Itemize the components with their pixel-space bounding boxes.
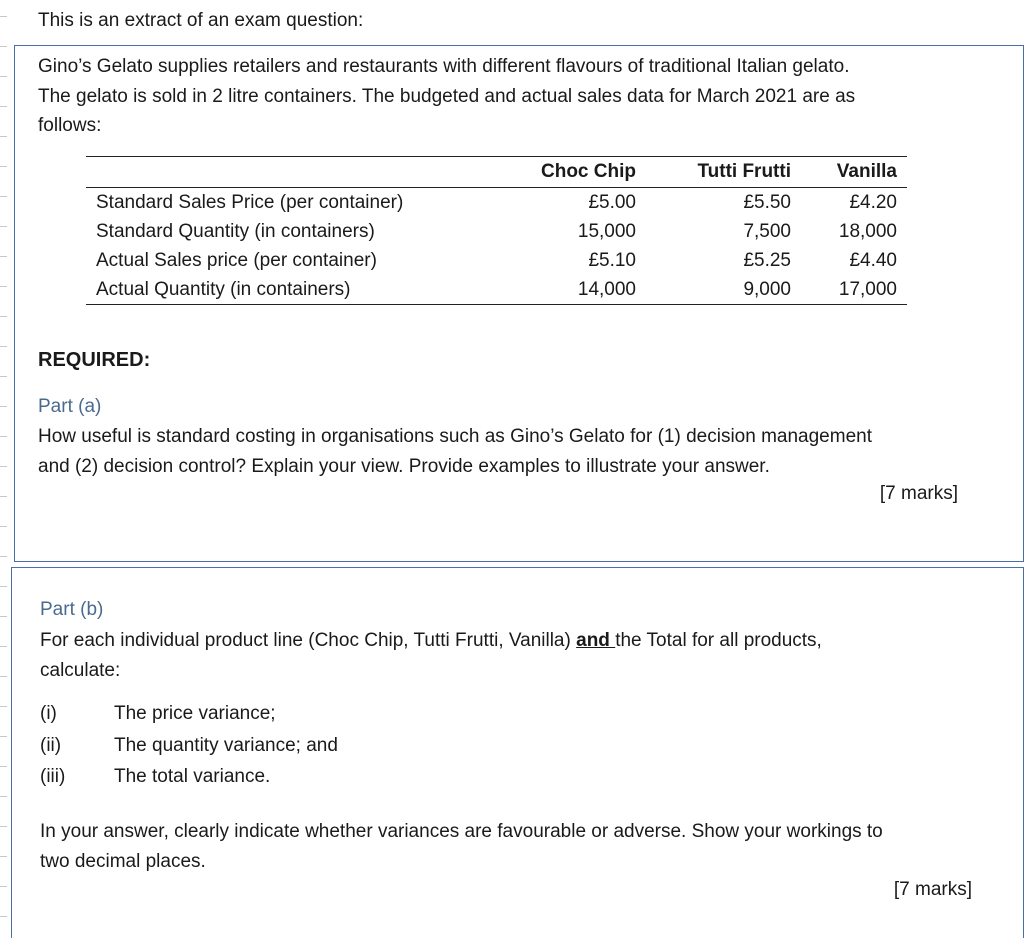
sales-data-table: [86, 156, 907, 305]
margin-tick: [0, 736, 7, 737]
margin-tick: [0, 886, 7, 887]
part-a-line: and (2) decision control? Explain your view. Provide examples to illustrate your answer.: [38, 455, 770, 477]
row-label: Actual Quantity (in containers): [96, 278, 351, 300]
intro-text: This is an extract of an exam question:: [38, 10, 364, 31]
required-heading: REQUIRED:: [38, 349, 151, 371]
margin-tick: [0, 376, 7, 377]
margin-tick: [0, 766, 7, 767]
margin-tick: [0, 106, 7, 107]
margin-tick: [0, 496, 7, 497]
margin-tick: [0, 706, 7, 707]
part-b-question: [40, 626, 822, 685]
margin-tick: [0, 346, 7, 347]
cell-choc-chip: 14,000: [577, 278, 636, 300]
part-b-text: For each individual product line (Choc Chip, Tutti Frutti, Vanilla): [40, 630, 577, 651]
list-item-text: The quantity variance; and: [114, 735, 338, 756]
part-a-marks: [7 marks]: [879, 483, 958, 504]
context-line: follows:: [38, 115, 102, 136]
margin-tick: [0, 526, 7, 527]
margin-tick: [0, 826, 7, 827]
cell-tutti-frutti: 7,500: [743, 220, 791, 242]
table-header-choc-chip: Choc Chip: [541, 161, 636, 182]
part-b-text: the Total for all products,: [615, 630, 822, 651]
margin-tick: [0, 856, 7, 857]
margin-tick: [0, 616, 7, 617]
list-item-number: (i): [40, 703, 57, 724]
context-line: Gino’s Gelato supplies retailers and restaurants with different flavours of traditional Italian gelato.: [38, 56, 850, 77]
part-a-line: How useful is standard costing in organisations such as Gino’s Gelato for (1) decision management: [38, 426, 872, 447]
table-row: [86, 188, 907, 218]
row-label: Standard Sales Price (per container): [96, 191, 404, 213]
cell-vanilla: 17,000: [838, 278, 897, 300]
margin-tick: [0, 556, 7, 557]
list-item-number: (ii): [40, 735, 62, 756]
margin-tick: [0, 436, 7, 437]
row-label: Actual Sales price (per container): [96, 249, 377, 271]
part-b-note: [40, 817, 883, 876]
table-row: [86, 275, 907, 305]
margin-tick: [0, 196, 7, 197]
list-item: [40, 703, 276, 725]
margin-tick: [0, 166, 7, 167]
margin-tick: [0, 916, 7, 917]
margin-tick: [0, 586, 7, 587]
table-header-blank: [86, 157, 516, 188]
cell-tutti-frutti: 9,000: [743, 278, 791, 300]
cell-vanilla: £4.20: [849, 191, 897, 213]
margin-tick: [0, 676, 7, 677]
cell-tutti-frutti: £5.50: [743, 191, 791, 213]
cell-vanilla: 18,000: [838, 220, 897, 242]
margin-tick: [0, 46, 7, 47]
row-label: Standard Quantity (in containers): [96, 220, 375, 242]
margin-tick: [0, 76, 7, 77]
table-header-tutti-frutti: Tutti Frutti: [697, 161, 791, 182]
part-b-line: calculate:: [40, 659, 121, 681]
cell-choc-chip: 15,000: [577, 220, 636, 242]
table-header-vanilla: Vanilla: [836, 161, 897, 182]
context-paragraph: [38, 52, 855, 141]
cell-choc-chip: £5.00: [588, 191, 636, 213]
margin-tick: [0, 136, 7, 137]
context-line: The gelato is sold in 2 litre containers. The budgeted and actual sales data for March 2021 are as: [38, 85, 856, 107]
table-row: [86, 217, 907, 246]
list-item-text: The price variance;: [114, 703, 276, 724]
margin-tick: [0, 226, 7, 227]
part-b-marks: [7 marks]: [893, 879, 972, 900]
list-item-text: The total variance.: [114, 766, 271, 787]
margin-tick: [0, 316, 7, 317]
margin-tick: [0, 466, 7, 467]
list-item: [40, 735, 338, 757]
table-row: [86, 246, 907, 275]
part-b-title: Part (b): [40, 599, 104, 620]
cell-tutti-frutti: £5.25: [743, 249, 791, 271]
part-b-and-emphasis: and: [576, 630, 616, 651]
margin-tick: [0, 406, 7, 407]
margin-tick: [0, 16, 7, 17]
list-item-number: (iii): [40, 766, 66, 787]
part-a-question: [38, 422, 872, 481]
cell-vanilla: £4.40: [849, 249, 897, 271]
table-header-row: [86, 157, 907, 188]
part-b-note-line: two decimal places.: [40, 850, 206, 872]
cell-choc-chip: £5.10: [588, 249, 636, 271]
margin-tick: [0, 796, 7, 797]
list-item: [40, 766, 270, 788]
part-a-title: Part (a): [38, 396, 102, 417]
margin-tick: [0, 256, 7, 257]
margin-tick: [0, 286, 7, 287]
margin-tick: [0, 646, 7, 647]
part-b-line: [40, 626, 822, 656]
part-b-note-line: In your answer, clearly indicate whether variances are favourable or adverse. Show your workings to: [40, 821, 883, 842]
